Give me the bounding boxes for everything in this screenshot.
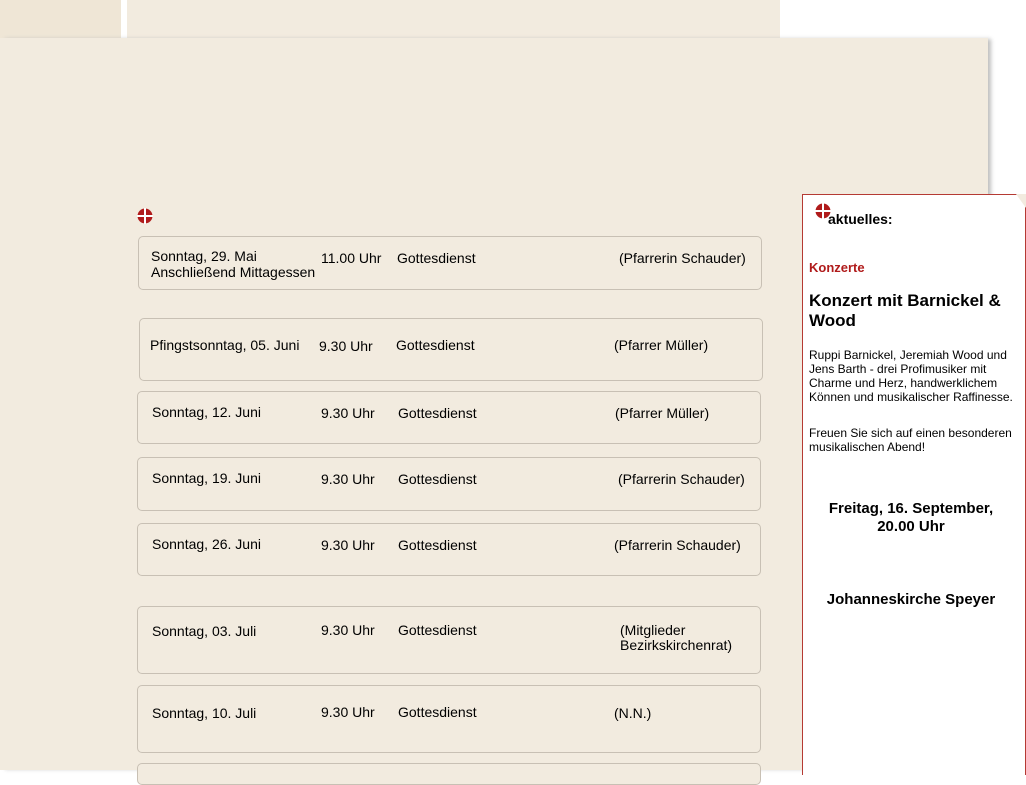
event-time: 9.30 Uhr [321,622,375,638]
event-type: Gottesdienst [398,405,477,421]
event-row [137,606,761,674]
event-person: (Mitglieder [620,622,686,638]
event-time: 9.30 Uhr [321,405,375,421]
event-row [138,236,762,290]
event-time: 9.30 Uhr [321,471,375,487]
event-person: (Pfarrerin Schauder) [619,250,746,266]
event-time: 9.30 Uhr [321,704,375,720]
news-title[interactable]: Konzert mit Barnickel & Wood [809,291,1001,330]
event-row-partial [137,763,761,785]
event-date: Sonntag, 10. Juli [152,705,257,721]
event-type: Gottesdienst [398,537,477,553]
event-row [137,685,761,753]
event-person: (Pfarrerin Schauder) [618,471,745,487]
church-cross-icon [137,208,153,224]
top-left-tab [0,0,121,38]
event-date: Sonntag, 29. Mai [151,248,257,264]
event-type: Gottesdienst [398,704,477,720]
event-date: Sonntag, 19. Juni [152,470,261,486]
event-date: Sonntag, 03. Juli [152,623,257,639]
news-category-link[interactable]: Konzerte [809,260,865,275]
news-text: Ruppi Barnickel, Jeremiah Wood und Jens Barth - drei Profimusiker mit Charme und Herz, handwerklichem Können und musikalischer Raffinesse. [809,348,1013,404]
event-date: Pfingstsonntag, 05. Juni [150,337,300,353]
event-row [137,457,761,511]
event-person: (Pfarrerin Schauder) [614,537,741,553]
event-note: Anschließend Mittagessen [151,264,316,280]
event-row [137,523,761,576]
event-person: (Pfarrer Müller) [615,405,710,421]
event-type: Gottesdienst [396,337,475,353]
header-banner [127,0,780,38]
event-date: Sonntag, 12. Juni [152,404,261,420]
event-person-continued: Bezirkskirchenrat) [620,637,733,653]
news-text-2: Freuen Sie sich auf einen besonderen musikalischen Abend! [809,426,1012,454]
sidebar-heading: aktuelles: [828,211,893,227]
sidebar-corner [1016,194,1026,208]
event-row [139,318,763,381]
event-time: 9.30 Uhr [319,338,373,354]
event-type: Gottesdienst [398,622,477,638]
event-date: Sonntag, 26. Juni [152,536,261,552]
event-person: (Pfarrer Müller) [614,337,709,353]
event-date-time: Freitag, 16. September, 20.00 Uhr [828,500,994,535]
event-type: Gottesdienst [397,250,476,266]
event-location: Johanneskirche Speyer [826,591,996,608]
event-row [137,391,761,444]
event-person: (N.N.) [614,705,652,721]
event-time: 11.00 Uhr [321,250,382,266]
news-sidebar [802,194,1026,775]
event-time: 9.30 Uhr [321,537,375,553]
event-type: Gottesdienst [398,471,477,487]
